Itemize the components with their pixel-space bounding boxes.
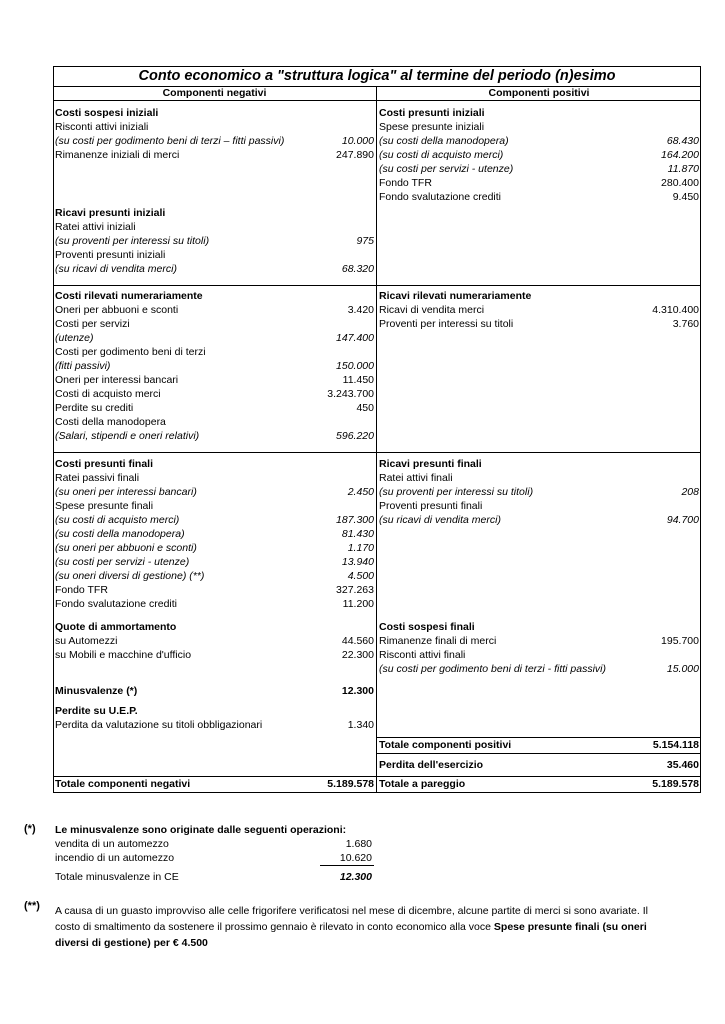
row-value: 3.243.700 xyxy=(327,388,374,400)
row-value: 164.200 xyxy=(661,149,699,161)
row-value: 150.000 xyxy=(336,360,374,372)
table-row xyxy=(377,106,701,120)
table-row xyxy=(377,120,701,134)
row-label: (su proventi per interessi su titoli) xyxy=(55,235,210,247)
row-label: Fondo svalutazione crediti xyxy=(55,598,177,610)
table-row xyxy=(53,262,376,276)
balance-label: Totale a pareggio xyxy=(379,778,466,790)
row-label: (su costi per godimento beni di terzi – fitti passivi) xyxy=(55,135,285,147)
total-negative-label: Totale componenti negativi xyxy=(55,778,191,790)
row-value: 4.310.400 xyxy=(652,304,699,316)
divider xyxy=(53,100,701,101)
table-row xyxy=(53,120,376,134)
total-positive-value: 5.154.118 xyxy=(652,739,699,751)
row-label: Spese presunte finali xyxy=(55,500,154,512)
table-row xyxy=(53,597,376,611)
table-row xyxy=(53,718,376,732)
row-label: (su ricavi di vendita merci) xyxy=(55,263,177,275)
balance-value: 5.189.578 xyxy=(652,778,699,790)
divider xyxy=(377,753,701,754)
row-label: Costi rilevati numerariamente xyxy=(55,290,203,302)
table-row xyxy=(53,317,376,331)
table-row xyxy=(377,662,701,676)
table-row xyxy=(53,134,376,148)
row-label: Oneri per interessi bancari xyxy=(55,374,179,386)
loss-label: Perdita dell'esercizio xyxy=(379,759,484,771)
row-value: 1.340 xyxy=(347,719,374,731)
row-value: 12.300 xyxy=(341,685,374,697)
row-label: (su costi di acquisto merci) xyxy=(379,149,504,161)
row-label: (utenze) xyxy=(55,332,94,344)
table-row xyxy=(53,373,376,387)
table-row xyxy=(53,162,376,176)
table-row xyxy=(53,499,376,513)
row-label: Risconti attivi iniziali xyxy=(55,121,149,133)
row-label: Costi di acquisto merci xyxy=(55,388,161,400)
row-label: Fondo TFR xyxy=(379,177,432,189)
table-row xyxy=(53,345,376,359)
row-label: Perdite su U.E.P. xyxy=(55,705,138,717)
row-value: 3.420 xyxy=(347,304,374,316)
table-row xyxy=(377,134,701,148)
row-label: Proventi per interessi su titoli xyxy=(379,318,514,330)
loss-row xyxy=(377,758,701,772)
note2-text-emphasis: Spese presunte finali (su oneri diversi di gestione) per € 4.500 xyxy=(55,921,647,949)
row-label: Ricavi rilevati numerariamente xyxy=(379,290,532,302)
row-value: 1.170 xyxy=(347,542,374,554)
table-row xyxy=(53,684,376,698)
row-label: Perdita da valutazione su titoli obbligazionari xyxy=(55,719,263,731)
note1-row-value: 10.620 xyxy=(339,852,372,864)
note1-mark: (*) xyxy=(24,823,36,835)
table-row xyxy=(53,513,376,527)
header-positive: Componenti positivi xyxy=(488,87,590,99)
table-row xyxy=(53,527,376,541)
row-label: (fitti passivi) xyxy=(55,360,111,372)
row-label: Costi presunti finali xyxy=(55,458,154,470)
table-row xyxy=(377,457,701,471)
table-row xyxy=(377,471,701,485)
table-row xyxy=(53,234,376,248)
table-row xyxy=(377,317,701,331)
row-label: Fondo TFR xyxy=(55,584,108,596)
table-title: Conto economico a "struttura logica" al termine del periodo (n)esimo xyxy=(138,68,616,84)
row-label: Costi per godimento beni di terzi xyxy=(55,346,206,358)
table-row xyxy=(53,106,376,120)
table-row xyxy=(53,648,376,662)
note1-total-value: 12.300 xyxy=(339,871,372,883)
row-label: (su costi per servizi - utenze) xyxy=(379,163,514,175)
table-row xyxy=(53,569,376,583)
row-value: 247.890 xyxy=(336,149,374,161)
table-row xyxy=(377,303,701,317)
table-row xyxy=(53,148,376,162)
total-positive-row xyxy=(377,738,701,752)
row-label: Ricavi presunti iniziali xyxy=(55,207,166,219)
table-row xyxy=(377,499,701,513)
row-value: 44.560 xyxy=(341,635,374,647)
table-row xyxy=(377,648,701,662)
table-row xyxy=(53,190,376,204)
row-value: 4.500 xyxy=(347,570,374,582)
row-label: Perdite su crediti xyxy=(55,402,134,414)
row-value: 10.000 xyxy=(341,135,374,147)
table-row xyxy=(53,485,376,499)
row-value: 975 xyxy=(356,235,374,247)
table-row xyxy=(53,220,376,234)
note1-heading: Le minusvalenze sono originate dalle seguenti operazioni: xyxy=(55,824,347,836)
row-label: Rimanenze iniziali di merci xyxy=(55,149,180,161)
row-label: Spese presunte iniziali xyxy=(379,121,485,133)
table-row xyxy=(53,331,376,345)
row-value: 3.760 xyxy=(672,318,699,330)
row-label: Costi sospesi finali xyxy=(379,621,475,633)
table-row xyxy=(53,289,376,303)
row-label: Costi per servizi xyxy=(55,318,130,330)
row-value: 68.320 xyxy=(341,263,374,275)
table-row xyxy=(377,289,701,303)
table-row xyxy=(377,513,701,527)
row-label: (su costi di acquisto merci) xyxy=(55,514,180,526)
row-value: 94.700 xyxy=(666,514,699,526)
table-row xyxy=(53,662,376,676)
row-label: (su costi della manodopera) xyxy=(55,528,185,540)
row-value: 15.000 xyxy=(666,663,699,675)
row-label: (Salari, stipendi e oneri relativi) xyxy=(55,430,200,442)
table-row xyxy=(53,248,376,262)
row-label: su Automezzi xyxy=(55,635,118,647)
row-label: Proventi presunti finali xyxy=(379,500,483,512)
table-row xyxy=(53,401,376,415)
note1-row-value: 1.680 xyxy=(345,838,372,850)
table-row xyxy=(53,429,376,443)
row-value: 68.430 xyxy=(666,135,699,147)
row-value: 147.400 xyxy=(336,332,374,344)
row-label: Costi sospesi iniziali xyxy=(55,107,159,119)
table-row xyxy=(377,162,701,176)
table-row xyxy=(53,583,376,597)
row-value: 2.450 xyxy=(347,486,374,498)
table-row xyxy=(53,555,376,569)
row-value: 195.700 xyxy=(661,635,699,647)
total-negative-row xyxy=(53,777,376,791)
row-label: (su costi per servizi - utenze) xyxy=(55,556,190,568)
row-label: Ratei attivi finali xyxy=(379,472,453,484)
row-label: Risconti attivi finali xyxy=(379,649,466,661)
row-value: 450 xyxy=(356,402,374,414)
table-row xyxy=(53,415,376,429)
table-row xyxy=(377,148,701,162)
row-label: (su costi della manodopera) xyxy=(379,135,509,147)
note2-text-body: A causa di un guasto improvviso alle celle frigorifere verificatosi nel mese di dicembre, alcune partite di merci si sono avariate. Il costo di smaltimento da sostenere il prossimo gennaio è rilevato in conto economico alla voce xyxy=(55,905,648,933)
table-row xyxy=(377,176,701,190)
table-row xyxy=(377,620,701,634)
note1-row-label: vendita di un automezzo xyxy=(55,838,169,850)
total-positive-label: Totale componenti positivi xyxy=(379,739,512,751)
row-value: 596.220 xyxy=(336,430,374,442)
table-row xyxy=(377,485,701,499)
sum-underline xyxy=(320,865,374,866)
row-label: Costi presunti iniziali xyxy=(379,107,485,119)
row-label: (su costi per godimento beni di terzi - fitti passivi) xyxy=(379,663,607,675)
row-label: Ratei attivi iniziali xyxy=(55,221,136,233)
row-label: Ratei passivi finali xyxy=(55,472,140,484)
row-value: 208 xyxy=(681,486,699,498)
row-value: 280.400 xyxy=(661,177,699,189)
row-label: su Mobili e macchine d'ufficio xyxy=(55,649,192,661)
row-value: 81.430 xyxy=(341,528,374,540)
table-row xyxy=(53,359,376,373)
row-label: Rimanenze finali di merci xyxy=(379,635,497,647)
row-value: 22.300 xyxy=(341,649,374,661)
note2-mark: (**) xyxy=(24,900,40,912)
table-row xyxy=(53,303,376,317)
row-label: (su oneri diversi di gestione) (**) xyxy=(55,570,205,582)
row-label: Quote di ammortamento xyxy=(55,621,177,633)
header-negative: Componenti negativi xyxy=(162,87,267,99)
table-row xyxy=(53,471,376,485)
row-label: Oneri per abbuoni e sconti xyxy=(55,304,179,316)
note1-row-label: incendio di un automezzo xyxy=(55,852,175,864)
row-value: 9.450 xyxy=(672,191,699,203)
row-label: Costi della manodopera xyxy=(55,416,166,428)
table-row xyxy=(53,206,376,220)
row-label: Proventi presunti iniziali xyxy=(55,249,166,261)
row-value: 327.263 xyxy=(336,584,374,596)
row-value: 11.200 xyxy=(342,598,374,610)
section-divider xyxy=(53,285,701,286)
row-label: (su ricavi di vendita merci) xyxy=(379,514,501,526)
table-row xyxy=(377,190,701,204)
table-row xyxy=(53,457,376,471)
row-label: (su oneri per abbuoni e sconti) xyxy=(55,542,197,554)
table-row xyxy=(53,176,376,190)
row-label: Minusvalenze (*) xyxy=(55,685,138,697)
row-value: 187.300 xyxy=(336,514,374,526)
row-label: Ricavi presunti finali xyxy=(379,458,482,470)
loss-value: 35.460 xyxy=(666,759,699,771)
row-label: (su oneri per interessi bancari) xyxy=(55,486,197,498)
balance-row xyxy=(377,777,701,791)
note1-total-label: Totale minusvalenze in CE xyxy=(55,871,179,883)
row-label: Ricavi di vendita merci xyxy=(379,304,485,316)
table-row xyxy=(53,541,376,555)
table-row xyxy=(53,704,376,718)
table-row xyxy=(53,387,376,401)
row-label: Fondo svalutazione crediti xyxy=(379,191,501,203)
row-label: (su proventi per interessi su titoli) xyxy=(379,486,534,498)
table-row xyxy=(377,634,701,648)
table-row xyxy=(53,634,376,648)
note2-text xyxy=(55,903,655,951)
section-divider xyxy=(53,452,701,453)
row-value: 13.940 xyxy=(341,556,374,568)
table-row xyxy=(53,620,376,634)
row-value: 11.870 xyxy=(667,163,699,175)
total-negative-value: 5.189.578 xyxy=(327,778,374,790)
row-value: 11.450 xyxy=(342,374,374,386)
